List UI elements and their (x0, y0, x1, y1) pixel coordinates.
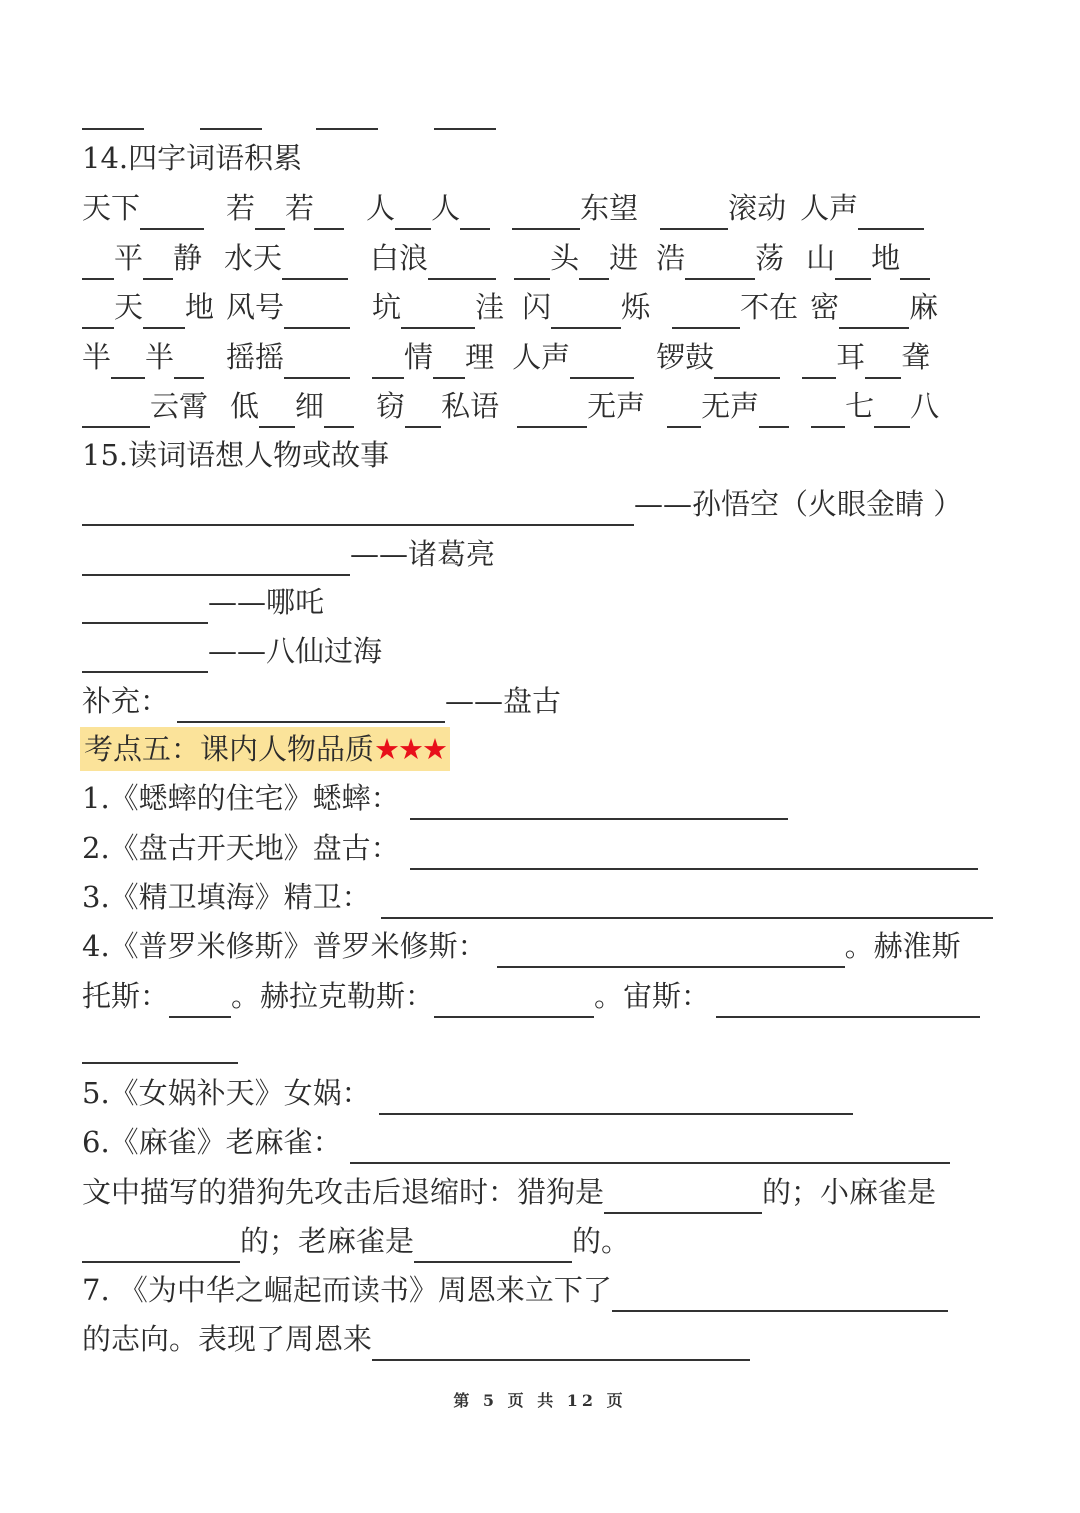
item-text: 6.《麻雀》老麻雀： (82, 1125, 342, 1159)
answer-blank[interactable] (395, 198, 431, 230)
item-7 (82, 1268, 948, 1312)
answer-blank[interactable] (143, 248, 173, 280)
word-text: 平 (114, 241, 144, 275)
word-text: 人 (366, 191, 396, 225)
question-title: 15.读词语想人物或故事 (82, 438, 390, 472)
answer-blank[interactable] (514, 248, 550, 280)
word-text: 浩 (656, 241, 686, 275)
word-text: 摇摇 (226, 340, 285, 374)
answer-blank[interactable] (660, 198, 728, 230)
item-text: 7. 《为中华之崛起而读书》周恩来立下了 (82, 1273, 612, 1307)
item-text: 的；小麻雀是 (762, 1175, 937, 1209)
word-text: 半 (82, 340, 112, 374)
word-text: 闪 (522, 290, 552, 324)
answer-blank[interactable] (716, 986, 980, 1018)
answer-blank[interactable] (714, 347, 780, 379)
word-text: 耳 (836, 340, 866, 374)
word-text: 窃 (376, 389, 406, 423)
word-text: 若 (285, 191, 315, 225)
q15-line-4 (82, 629, 382, 673)
character-text: ——哪吒 (208, 585, 325, 619)
answer-blank[interactable] (579, 248, 609, 280)
answer-blank[interactable] (82, 1231, 240, 1263)
item-text: 5.《女娲补天》女娲： (82, 1076, 371, 1110)
answer-blank[interactable] (434, 98, 496, 130)
answer-blank[interactable] (255, 198, 285, 230)
item-text: 的志向。表现了周恩来 (82, 1322, 373, 1356)
item-text: 2.《盘古开天地》盘古： (82, 831, 400, 865)
answer-blank[interactable] (434, 986, 594, 1018)
answer-blank[interactable] (82, 98, 144, 130)
answer-blank[interactable] (410, 788, 788, 820)
word-text: 半 (145, 340, 175, 374)
item-text: 。赫淮斯 (844, 929, 961, 963)
answer-blank[interactable] (284, 347, 350, 379)
word-text: 风号 (226, 290, 285, 324)
answer-blank[interactable] (759, 396, 789, 428)
word-text: 无声 (701, 389, 760, 423)
word-text: 低 (230, 389, 260, 423)
item-3 (82, 875, 993, 919)
answer-blank[interactable] (858, 198, 924, 230)
item-1 (82, 776, 788, 820)
story-text: ——八仙过海 (208, 634, 383, 668)
answer-blank[interactable] (82, 544, 350, 576)
item-text: 文中描写的猎狗先攻击后退缩时：猎狗是 (82, 1175, 605, 1209)
answer-blank[interactable] (82, 396, 150, 428)
page-number-footer: 第 5 页 共 12 页 (453, 1391, 627, 1410)
word-text: 坑 (372, 290, 402, 324)
answer-blank[interactable] (612, 1280, 948, 1312)
word-text: 水天 (224, 241, 283, 275)
item-text: 3.《精卫填海》精卫： (82, 880, 371, 914)
character-text: ——诸葛亮 (350, 537, 496, 571)
item-6 (82, 1120, 950, 1164)
word-text: 密 (810, 290, 840, 324)
answer-blank[interactable] (259, 396, 295, 428)
item-7-cont (82, 1317, 750, 1361)
word-text: 头 (550, 241, 580, 275)
answer-blank[interactable] (82, 1032, 238, 1064)
answer-blank[interactable] (177, 691, 445, 723)
answer-blank[interactable] (672, 297, 740, 329)
word-text: 人 (431, 191, 461, 225)
answer-blank[interactable] (802, 347, 836, 379)
item-2 (82, 826, 978, 870)
word-text: 白浪 (370, 241, 429, 275)
answer-blank[interactable] (282, 248, 348, 280)
word-text: 细 (295, 389, 325, 423)
word-text: 锣鼓 (656, 340, 715, 374)
answer-blank[interactable] (82, 592, 208, 624)
answer-blank[interactable] (169, 986, 231, 1018)
answer-blank[interactable] (497, 936, 845, 968)
answer-blank[interactable] (350, 1132, 950, 1164)
answer-blank[interactable] (839, 297, 909, 329)
word-text: 人声 (512, 340, 571, 374)
answer-blank[interactable] (517, 396, 587, 428)
answer-blank[interactable] (314, 198, 344, 230)
answer-blank[interactable] (811, 396, 845, 428)
answer-blank[interactable] (381, 887, 993, 919)
item-4-cont (82, 974, 980, 1018)
answer-blank[interactable] (111, 347, 145, 379)
q15-supplement (82, 679, 561, 723)
supplement-label: 补充： (82, 684, 170, 718)
word-text: 滚动 (728, 191, 787, 225)
character-text: ——盘古 (445, 684, 562, 718)
answer-blank[interactable] (401, 297, 475, 329)
item-6-detail (82, 1170, 936, 1214)
character-text: ——孙悟空（火眼金睛 ） (634, 487, 963, 521)
item-text: 1.《蟋蟀的住宅》蟋蟀： (82, 781, 400, 815)
answer-blank[interactable] (460, 198, 490, 230)
answer-blank[interactable] (200, 98, 262, 130)
word-text: 天下 (82, 191, 141, 225)
word-text: 天 (114, 290, 144, 324)
item-6-detail-cont (82, 1219, 630, 1263)
item-text: 。宙斯： (594, 979, 711, 1013)
q15-line-3 (82, 580, 324, 624)
q14-row-4 (82, 335, 930, 379)
answer-blank[interactable] (316, 98, 378, 130)
word-text: 地 (871, 241, 901, 275)
word-text: 私语 (441, 389, 500, 423)
answer-blank[interactable] (414, 1231, 572, 1263)
word-text: 若 (226, 191, 256, 225)
answer-blank[interactable] (82, 297, 114, 329)
q14-row-3 (82, 285, 938, 329)
answer-blank[interactable] (372, 1329, 750, 1361)
answer-blank[interactable] (82, 248, 114, 280)
item-text: 托斯： (82, 979, 170, 1013)
answer-blank[interactable] (685, 248, 755, 280)
answer-blank[interactable] (140, 198, 204, 230)
q14-title (82, 136, 302, 180)
answer-blank[interactable] (900, 248, 930, 280)
answer-blank[interactable] (512, 198, 580, 230)
answer-blank[interactable] (174, 347, 204, 379)
word-text: 进 (609, 241, 639, 275)
q14-row-1 (82, 186, 924, 230)
answer-blank[interactable] (82, 494, 634, 526)
word-text: 烁 (621, 290, 651, 324)
answer-blank[interactable] (82, 641, 208, 673)
top-blanks-row (82, 86, 496, 130)
answer-blank[interactable] (405, 396, 441, 428)
word-text: 静 (173, 241, 203, 275)
word-text: 山 (806, 241, 836, 275)
answer-blank[interactable] (570, 347, 634, 379)
word-text: 无声 (587, 389, 646, 423)
section-title: 考点五：课内人物品质 (84, 732, 375, 766)
item-4 (82, 924, 961, 968)
answer-blank[interactable] (835, 248, 871, 280)
answer-blank[interactable] (874, 396, 910, 428)
word-text: 洼 (475, 290, 505, 324)
answer-blank[interactable] (379, 1083, 853, 1115)
answer-blank[interactable] (324, 396, 354, 428)
answer-blank[interactable] (865, 347, 901, 379)
word-text: 聋 (901, 340, 931, 374)
q14-row-5 (82, 384, 939, 428)
answer-blank[interactable] (284, 297, 350, 329)
word-text: 荡 (755, 241, 785, 275)
section-heading (80, 727, 450, 771)
item-text: 。赫拉克勒斯： (231, 979, 435, 1013)
question-title: 14.四字词语积累 (82, 141, 303, 175)
q14-row-2 (82, 236, 930, 280)
word-text: 地 (185, 290, 215, 324)
word-text: 七 (845, 389, 875, 423)
item-text: 4.《普罗米修斯》普罗米修斯： (82, 929, 487, 963)
answer-blank[interactable] (143, 297, 185, 329)
section-heading-highlight (80, 727, 450, 771)
word-text: 不在 (740, 290, 799, 324)
q15-line-1 (82, 482, 962, 526)
item-4-blank (82, 1020, 238, 1064)
item-text: 的。 (572, 1224, 631, 1258)
answer-blank[interactable] (410, 838, 978, 870)
answer-blank[interactable] (433, 347, 465, 379)
word-text: 人声 (800, 191, 859, 225)
answer-blank[interactable] (604, 1182, 762, 1214)
word-text: 麻 (909, 290, 939, 324)
word-text: 情 (404, 340, 434, 374)
star-rating-icon: ★★★ (374, 732, 447, 766)
item-text: 的；老麻雀是 (240, 1224, 415, 1258)
word-text: 东望 (580, 191, 639, 225)
answer-blank[interactable] (667, 396, 701, 428)
word-text: 云霄 (150, 389, 209, 423)
answer-blank[interactable] (428, 248, 496, 280)
item-5 (82, 1071, 853, 1115)
answer-blank[interactable] (551, 297, 621, 329)
q15-title (82, 433, 389, 477)
answer-blank[interactable] (372, 347, 404, 379)
q15-line-2 (82, 532, 495, 576)
word-text: 八 (910, 389, 940, 423)
word-text: 理 (465, 340, 495, 374)
